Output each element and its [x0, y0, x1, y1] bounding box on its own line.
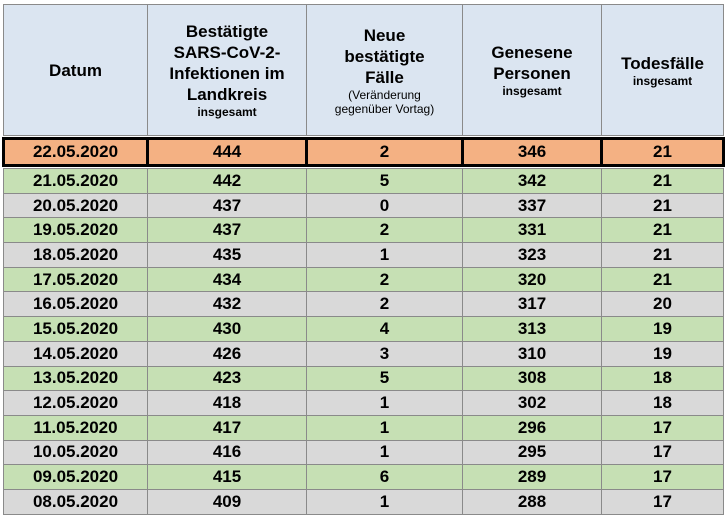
datum-cell: 17.05.2020 [4, 267, 148, 292]
header-datum-label: Datum [49, 60, 102, 80]
table-row [4, 267, 724, 292]
header-neue-line-2: bestätigte [344, 46, 425, 66]
todesfaelle-cell: 19 [602, 341, 724, 366]
table-row [4, 440, 724, 465]
neue-cell: 1 [307, 391, 463, 416]
header-datum [4, 5, 148, 136]
header-infektionen [148, 5, 307, 136]
table-row [4, 489, 724, 514]
datum-cell: 21.05.2020 [4, 169, 148, 194]
datum-cell: 13.05.2020 [4, 366, 148, 391]
datum-cell: 09.05.2020 [4, 465, 148, 490]
todesfaelle-cell: 18 [602, 391, 724, 416]
covid-cases-table [2, 4, 725, 515]
infektionen-cell: 430 [148, 317, 307, 342]
neue-cell: 2 [307, 292, 463, 317]
todesfaelle-cell: 21 [602, 218, 724, 243]
header-todesfaelle-label: Todesfälle [621, 53, 704, 73]
datum-cell: 16.05.2020 [4, 292, 148, 317]
genesene-cell: 331 [463, 218, 602, 243]
todesfaelle-cell: 17 [602, 465, 724, 490]
current-infektionen-cell: 444 [148, 139, 307, 166]
genesene-cell: 302 [463, 391, 602, 416]
table-row [4, 366, 724, 391]
datum-cell: 18.05.2020 [4, 243, 148, 268]
todesfaelle-cell: 21 [602, 193, 724, 218]
infektionen-cell: 417 [148, 415, 307, 440]
neue-cell: 1 [307, 243, 463, 268]
history-rows [4, 169, 724, 515]
genesene-cell: 289 [463, 465, 602, 490]
datum-cell: 19.05.2020 [4, 218, 148, 243]
todesfaelle-cell: 21 [602, 267, 724, 292]
genesene-cell: 295 [463, 440, 602, 465]
datum-cell: 20.05.2020 [4, 193, 148, 218]
current-genesene-cell: 346 [463, 139, 602, 166]
neue-cell: 1 [307, 489, 463, 514]
header-infektionen-line-4: Landkreis [186, 85, 268, 104]
neue-cell: 2 [307, 267, 463, 292]
table-row [4, 391, 724, 416]
header-genesene-line-1: Genesene [491, 43, 573, 62]
neue-cell: 5 [307, 366, 463, 391]
neue-cell: 0 [307, 193, 463, 218]
genesene-cell: 323 [463, 243, 602, 268]
infektionen-cell: 432 [148, 292, 307, 317]
datum-cell: 10.05.2020 [4, 440, 148, 465]
current-day-row [4, 139, 724, 166]
neue-cell: 6 [307, 465, 463, 490]
genesene-cell: 337 [463, 193, 602, 218]
covid-table-container [2, 4, 722, 515]
datum-cell: 11.05.2020 [4, 415, 148, 440]
header-neue [307, 5, 463, 136]
infektionen-cell: 423 [148, 366, 307, 391]
neue-cell: 1 [307, 415, 463, 440]
infektionen-cell: 416 [148, 440, 307, 465]
table-row [4, 465, 724, 490]
infektionen-cell: 437 [148, 193, 307, 218]
infektionen-cell: 442 [148, 169, 307, 194]
current-datum-cell: 22.05.2020 [4, 139, 148, 166]
header-row [4, 5, 724, 136]
header-neue-line-1: Neue [363, 25, 406, 45]
infektionen-cell: 437 [148, 218, 307, 243]
genesene-cell: 310 [463, 341, 602, 366]
genesene-cell: 320 [463, 267, 602, 292]
todesfaelle-cell: 17 [602, 415, 724, 440]
current-todesfaelle-cell: 21 [602, 139, 724, 166]
infektionen-cell: 435 [148, 243, 307, 268]
header-neue-note-2: gegenüber Vortag) [334, 101, 435, 116]
header-infektionen-line-3: Infektionen im [169, 64, 285, 83]
header-genesene-sub: insgesamt [502, 84, 562, 98]
datum-cell: 08.05.2020 [4, 489, 148, 514]
table-row [4, 169, 724, 194]
neue-cell: 2 [307, 218, 463, 243]
datum-cell: 15.05.2020 [4, 317, 148, 342]
neue-cell: 4 [307, 317, 463, 342]
infektionen-cell: 418 [148, 391, 307, 416]
header-genesene [463, 5, 602, 136]
todesfaelle-cell: 18 [602, 366, 724, 391]
genesene-cell: 288 [463, 489, 602, 514]
table-row [4, 341, 724, 366]
table-row [4, 193, 724, 218]
table-row [4, 415, 724, 440]
genesene-cell: 308 [463, 366, 602, 391]
header-neue-line-3: Fälle [365, 67, 404, 87]
infektionen-cell: 434 [148, 267, 307, 292]
header-todesfaelle-sub: insgesamt [632, 73, 693, 88]
neue-cell: 3 [307, 341, 463, 366]
genesene-cell: 313 [463, 317, 602, 342]
infektionen-cell: 415 [148, 465, 307, 490]
neue-cell: 5 [307, 169, 463, 194]
header-infektionen-line-2: SARS-CoV-2- [173, 43, 281, 62]
genesene-cell: 317 [463, 292, 602, 317]
todesfaelle-cell: 17 [602, 440, 724, 465]
header-todesfaelle [602, 5, 724, 136]
todesfaelle-cell: 21 [602, 169, 724, 194]
table-row [4, 317, 724, 342]
header-neue-note-1: (Veränderung [348, 87, 421, 102]
header-genesene-line-2: Personen [493, 64, 571, 83]
table-row [4, 243, 724, 268]
genesene-cell: 342 [463, 169, 602, 194]
header-infektionen-sub: insgesamt [197, 105, 257, 119]
todesfaelle-cell: 19 [602, 317, 724, 342]
infektionen-cell: 409 [148, 489, 307, 514]
todesfaelle-cell: 20 [602, 292, 724, 317]
infektionen-cell: 426 [148, 341, 307, 366]
table-row [4, 218, 724, 243]
neue-cell: 1 [307, 440, 463, 465]
table-row [4, 292, 724, 317]
datum-cell: 14.05.2020 [4, 341, 148, 366]
todesfaelle-cell: 21 [602, 243, 724, 268]
todesfaelle-cell: 17 [602, 489, 724, 514]
genesene-cell: 296 [463, 415, 602, 440]
header-infektionen-line-1: Bestätigte [185, 22, 269, 41]
datum-cell: 12.05.2020 [4, 391, 148, 416]
current-neue-cell: 2 [307, 139, 463, 166]
